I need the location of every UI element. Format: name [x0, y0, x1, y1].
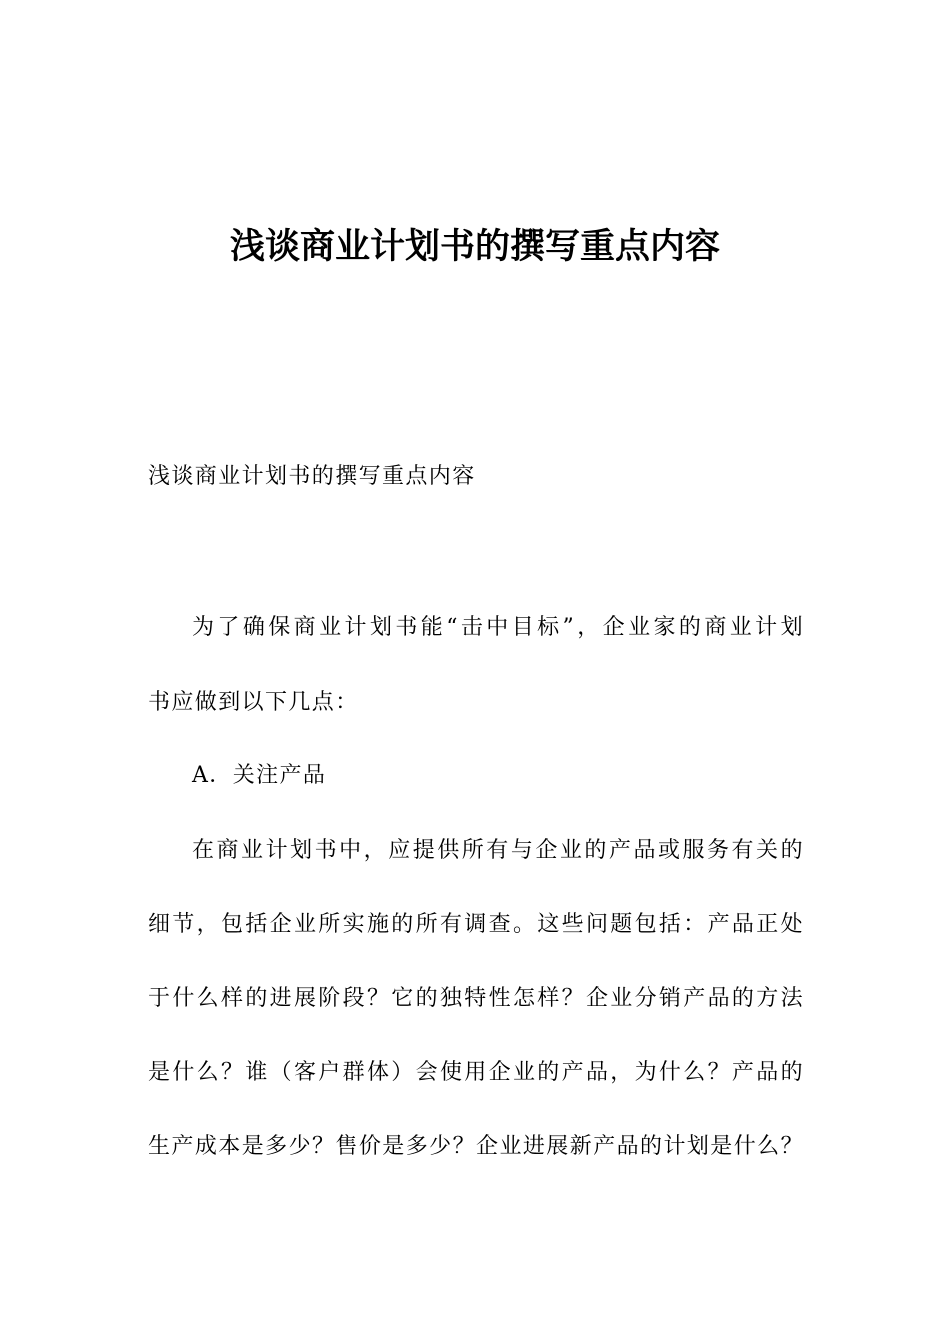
paragraph-line: 书应做到以下几点： — [148, 690, 359, 715]
paragraph-line: 生产成本是多少？售价是多少？企业进展新产品的计划是什么？ — [148, 1134, 804, 1159]
paragraph-line: 细节，包括企业所实施的所有调查。这些问题包括：产品正处 — [148, 912, 804, 937]
document-subtitle: 浅谈商业计划书的撰写重点内容 — [148, 464, 476, 489]
paragraph-line: 是什么？谁（客户群体）会使用企业的产品，为什么？产品的 — [148, 1060, 804, 1085]
paragraph-line: 在商业计划书中，应提供所有与企业的产品或服务有关的 — [192, 838, 804, 863]
document-title: 浅谈商业计划书的撰写重点内容 — [229, 227, 720, 267]
paragraph-line: 于什么样的进展阶段？它的独特性怎样？企业分销产品的方法 — [148, 986, 804, 1011]
paragraph-line: 为了确保商业计划书能“击中目标”，企业家的商业计划 — [192, 615, 804, 640]
section-heading: A．关注产品 — [192, 763, 327, 788]
